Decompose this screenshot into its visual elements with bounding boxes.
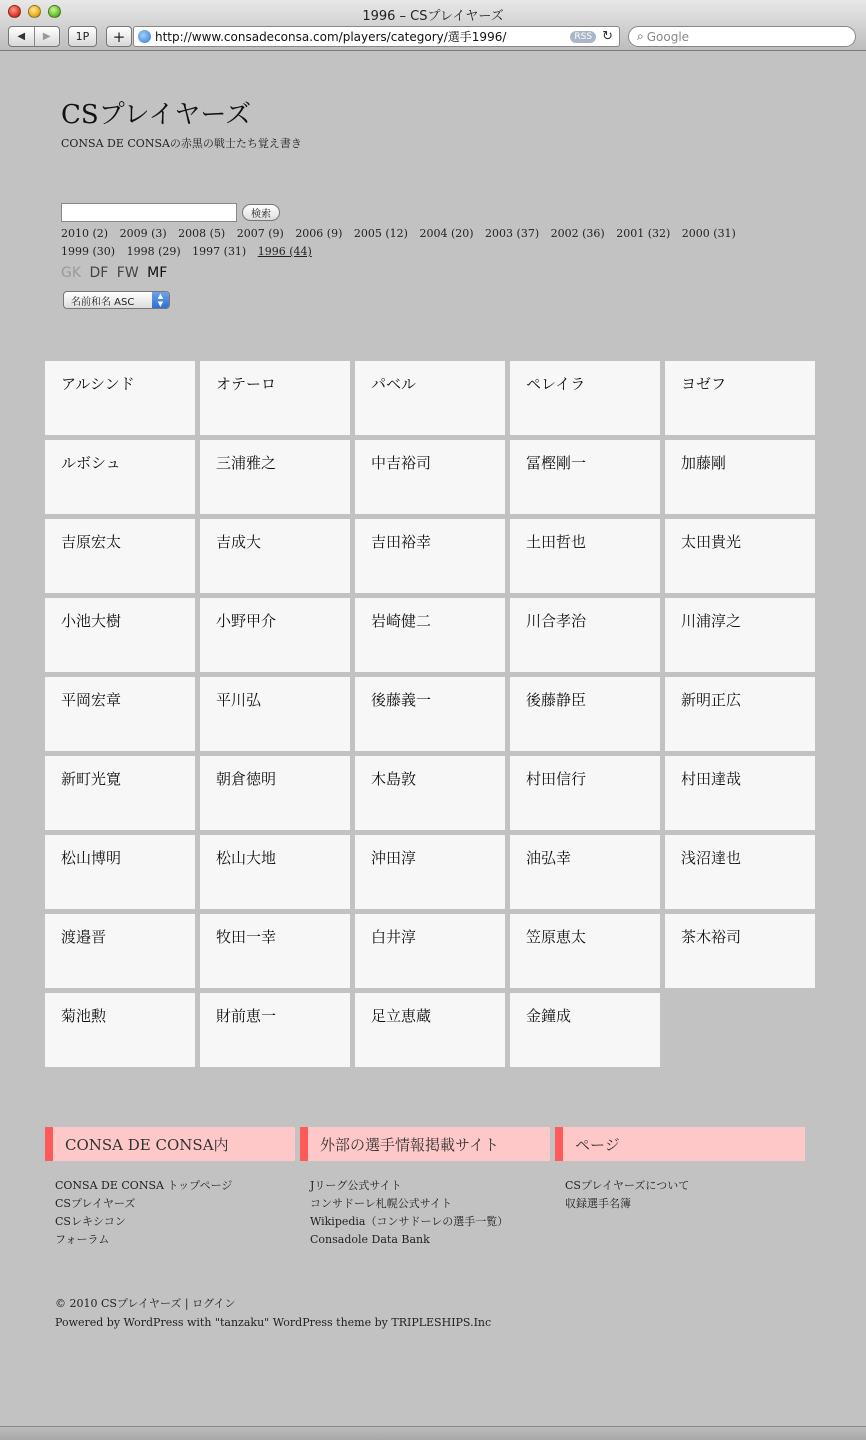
year-link[interactable]: 2009 (3) — [119, 227, 167, 240]
player-card[interactable]: 菊池勲 — [45, 993, 195, 1067]
powered-by-text: Powered by WordPress with "tanzaku" WordPress theme by TRIPLESHIPS.Inc — [55, 1316, 492, 1329]
footer-link[interactable]: コンサドーレ札幌公式サイト — [310, 1197, 453, 1210]
player-card[interactable]: 新町光寛 — [45, 756, 195, 830]
player-card[interactable]: 朝倉徳明 — [200, 756, 350, 830]
player-card[interactable]: 川浦淳之 — [665, 598, 815, 672]
site-title[interactable]: CSプレイヤーズ — [61, 100, 252, 130]
year-link[interactable]: 2001 (32) — [616, 227, 671, 240]
player-card[interactable]: 平川弘 — [200, 677, 350, 751]
player-card[interactable]: パベル — [355, 361, 505, 435]
player-card[interactable]: 浅沼達也 — [665, 835, 815, 909]
select-arrows-icon: ▲ ▼ — [152, 292, 169, 308]
position-gk[interactable]: GK — [61, 265, 82, 281]
year-link[interactable]: 2002 (36) — [550, 227, 605, 240]
year-link-current[interactable]: 1996 (44) — [257, 245, 312, 258]
player-card[interactable]: ペレイラ — [510, 361, 660, 435]
nav-buttons — [8, 26, 60, 47]
year-link[interactable]: 2008 (5) — [178, 227, 226, 240]
player-card[interactable]: 後藤静臣 — [510, 677, 660, 751]
player-card[interactable]: 川合孝治 — [510, 598, 660, 672]
player-card[interactable]: 牧田一幸 — [200, 914, 350, 988]
footer-heading: 外部の選手情報掲載サイト — [300, 1127, 550, 1161]
search-placeholder: Google — [646, 29, 690, 44]
footer-heading: CONSA DE CONSA内 — [45, 1127, 295, 1161]
position-df[interactable]: DF — [89, 265, 109, 281]
1p-button[interactable]: 1P — [68, 26, 97, 47]
player-card[interactable]: 小池大樹 — [45, 598, 195, 672]
player-card[interactable]: 平岡宏章 — [45, 677, 195, 751]
back-button[interactable]: ◀ — [17, 31, 26, 42]
copyright-text: © 2010 CSプレイヤーズ | ログイン — [55, 1297, 236, 1310]
year-link[interactable]: 2004 (20) — [419, 227, 474, 240]
player-card[interactable]: 吉田裕幸 — [355, 519, 505, 593]
sort-select[interactable] — [63, 291, 170, 309]
year-link[interactable]: 2006 (9) — [295, 227, 343, 240]
year-link[interactable]: 2007 (9) — [236, 227, 284, 240]
player-card[interactable]: 茶木裕司 — [665, 914, 815, 988]
player-card[interactable]: 三浦雅之 — [200, 440, 350, 514]
player-card[interactable]: 後藤義一 — [355, 677, 505, 751]
browser-toolbar — [0, 26, 866, 48]
year-link[interactable]: 2005 (12) — [353, 227, 408, 240]
footer-link[interactable]: CSプレイヤーズ — [55, 1197, 136, 1210]
year-link[interactable]: 2003 (37) — [485, 227, 540, 240]
player-card[interactable]: 吉成大 — [200, 519, 350, 593]
player-card[interactable]: 松山博明 — [45, 835, 195, 909]
player-card[interactable]: 沖田淳 — [355, 835, 505, 909]
footer-link[interactable]: CSプレイヤーズについて — [565, 1179, 690, 1192]
year-filter — [61, 225, 806, 261]
player-card[interactable]: 松山大地 — [200, 835, 350, 909]
add-bookmark-button[interactable]: + — [106, 26, 132, 47]
globe-icon — [138, 30, 151, 43]
search-icon: ⌕ — [637, 29, 644, 43]
player-card[interactable]: 中吉裕司 — [355, 440, 505, 514]
player-card[interactable]: 土田哲也 — [510, 519, 660, 593]
player-card[interactable]: 白井淳 — [355, 914, 505, 988]
year-link[interactable]: 1997 (31) — [192, 245, 247, 258]
sort-selected-value: 名前和名 ASC — [71, 296, 135, 308]
footer-link[interactable]: 収録選手名簿 — [565, 1197, 631, 1210]
reload-icon[interactable]: ↻ — [602, 29, 613, 44]
footer-link[interactable]: CONSA DE CONSA トップページ — [55, 1179, 233, 1192]
forward-button[interactable]: ▶ — [34, 27, 60, 46]
year-link[interactable]: 2010 (2) — [61, 227, 109, 240]
footer-column-internal — [45, 1127, 295, 1249]
position-fw[interactable]: FW — [116, 265, 139, 281]
player-card[interactable]: 村田達哉 — [665, 756, 815, 830]
browser-chrome — [0, 0, 866, 51]
player-card[interactable]: 木島敦 — [355, 756, 505, 830]
player-card[interactable]: 渡邉晋 — [45, 914, 195, 988]
player-card[interactable]: 油弘幸 — [510, 835, 660, 909]
player-card[interactable]: 新明正広 — [665, 677, 815, 751]
footer-link[interactable]: フォーラム — [55, 1233, 110, 1246]
player-card[interactable]: アルシンド — [45, 361, 195, 435]
status-bar — [0, 1426, 866, 1440]
footer-heading: ページ — [555, 1127, 805, 1161]
site-description: CONSA DE CONSAの赤黒の戦士たち覚え書き — [61, 137, 302, 150]
footer-link-list — [45, 1177, 295, 1249]
year-link[interactable]: 2000 (31) — [681, 227, 736, 240]
year-link[interactable]: 1998 (29) — [126, 245, 181, 258]
url-text: http://www.consadeconsa.com/players/category/選手1996/ — [155, 30, 507, 44]
footer-link-list — [300, 1177, 550, 1249]
footer-column-external — [300, 1127, 550, 1249]
search-input[interactable] — [61, 203, 237, 222]
year-link[interactable]: 1999 (30) — [61, 245, 116, 258]
player-card[interactable]: ヨゼフ — [665, 361, 815, 435]
footer-column-pages — [555, 1127, 805, 1249]
google-search-field[interactable] — [628, 26, 856, 47]
title-bar — [0, 0, 866, 24]
position-filter — [61, 265, 171, 281]
rss-button[interactable]: RSS — [570, 31, 596, 43]
player-grid — [45, 361, 820, 1067]
search-button[interactable]: 検索 — [242, 204, 280, 221]
player-card[interactable]: 岩崎健二 — [355, 598, 505, 672]
footer-link-list — [555, 1177, 805, 1213]
footer-link-columns — [45, 1127, 810, 1249]
window-title: 1996 – CSプレイヤーズ — [362, 9, 504, 24]
player-card[interactable]: 金鐘成 — [510, 993, 660, 1067]
footer-link[interactable]: Consadole Data Bank — [310, 1233, 430, 1246]
position-mf[interactable]: MF — [147, 265, 168, 281]
player-card[interactable]: 太田貴光 — [665, 519, 815, 593]
player-card[interactable]: 小野甲介 — [200, 598, 350, 672]
footer-link[interactable]: CSレキシコン — [55, 1215, 126, 1228]
player-card[interactable]: ルボシュ — [45, 440, 195, 514]
player-card[interactable]: 冨樫剛一 — [510, 440, 660, 514]
footer-link[interactable]: Jリーグ公式サイト — [310, 1179, 402, 1192]
player-card[interactable]: 加藤剛 — [665, 440, 815, 514]
copyright-block — [55, 1294, 491, 1332]
player-card[interactable]: 吉原宏太 — [45, 519, 195, 593]
player-card[interactable]: オテーロ — [200, 361, 350, 435]
player-card[interactable]: 村田信行 — [510, 756, 660, 830]
footer-link[interactable]: Wikipedia（コンサドーレの選手一覧） — [310, 1215, 509, 1228]
player-card[interactable]: 足立恵蔵 — [355, 993, 505, 1067]
player-card[interactable]: 笠原恵太 — [510, 914, 660, 988]
address-bar[interactable] — [133, 26, 620, 47]
player-card[interactable]: 財前恵一 — [200, 993, 350, 1067]
